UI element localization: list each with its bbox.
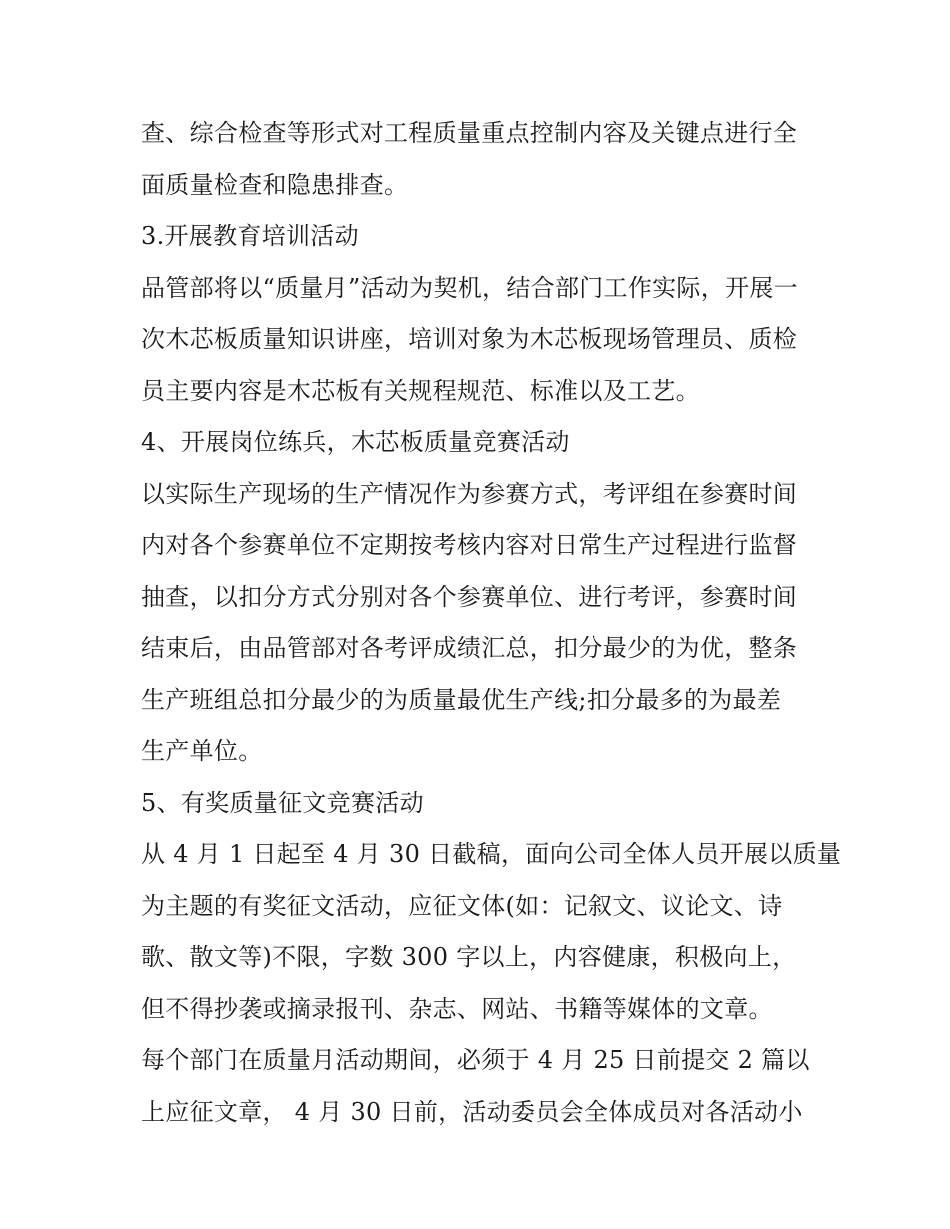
paragraph-line: 生产单位。 xyxy=(141,737,263,765)
paragraph-line: 内对各个参赛单位不定期按考核内容对日常生产过程进行监督 xyxy=(141,531,798,559)
document-body xyxy=(141,108,842,1138)
paragraph-line: 以实际生产现场的生产情况作为参赛方式，考评组在参赛时间 xyxy=(141,479,798,508)
paragraph-line: 品管部将以“质量月”活动为契机，结合部门工作实际，开展一 xyxy=(141,273,798,302)
paragraph-line: 结束后，由品管部对各考评成绩汇总，扣分最少的为优，整条 xyxy=(141,634,798,662)
paragraph-line: 为主题的有奖征文活动，应征文体(如：记叙文、议论文、诗 xyxy=(141,891,783,920)
paragraph-line: 次木芯板质量知识讲座，培训对象为木芯板现场管理员、质检 xyxy=(141,325,798,353)
paragraph-line: 面质量检查和隐患排查。 xyxy=(141,170,409,199)
section-heading: 5、有奖质量征文竞赛活动 xyxy=(141,788,424,817)
paragraph-line: 但不得抄袭或摘录报刊、杂志、网站、书籍等媒体的文章。 xyxy=(141,994,773,1023)
paragraph-line: 抽查，以扣分方式分别对各个参赛单位、进行考评，参赛时间 xyxy=(141,582,798,611)
section-heading: 3.开展教育培训活动 xyxy=(141,222,359,250)
paragraph-line: 生产班组总扣分最少的为质量最优生产线;扣分最多的为最差 xyxy=(141,685,782,714)
paragraph-line: 上应征文章， 4 月 30 日前，活动委员会全体成员对各活动小 xyxy=(141,1097,803,1126)
paragraph-line: 每个部门在质量月活动期间，必须于 4 月 25 日前提交 2 篇以 xyxy=(141,1046,810,1074)
section-heading: 4、开展岗位练兵，木芯板质量竞赛活动 xyxy=(141,428,570,456)
paragraph-line: 歌、散文等)不限，字数 300 字以上，内容健康，积极向上， xyxy=(141,943,797,971)
paragraph-line: 员主要内容是木芯板有关规程规范、标准以及工艺。 xyxy=(141,376,700,405)
paragraph-line: 查、综合检查等形式对工程质量重点控制内容及关键点进行全 xyxy=(141,119,798,147)
paragraph-line: 从 4 月 1 日起至 4 月 30 日截稿，面向公司全体人员开展以质量 xyxy=(141,840,842,868)
